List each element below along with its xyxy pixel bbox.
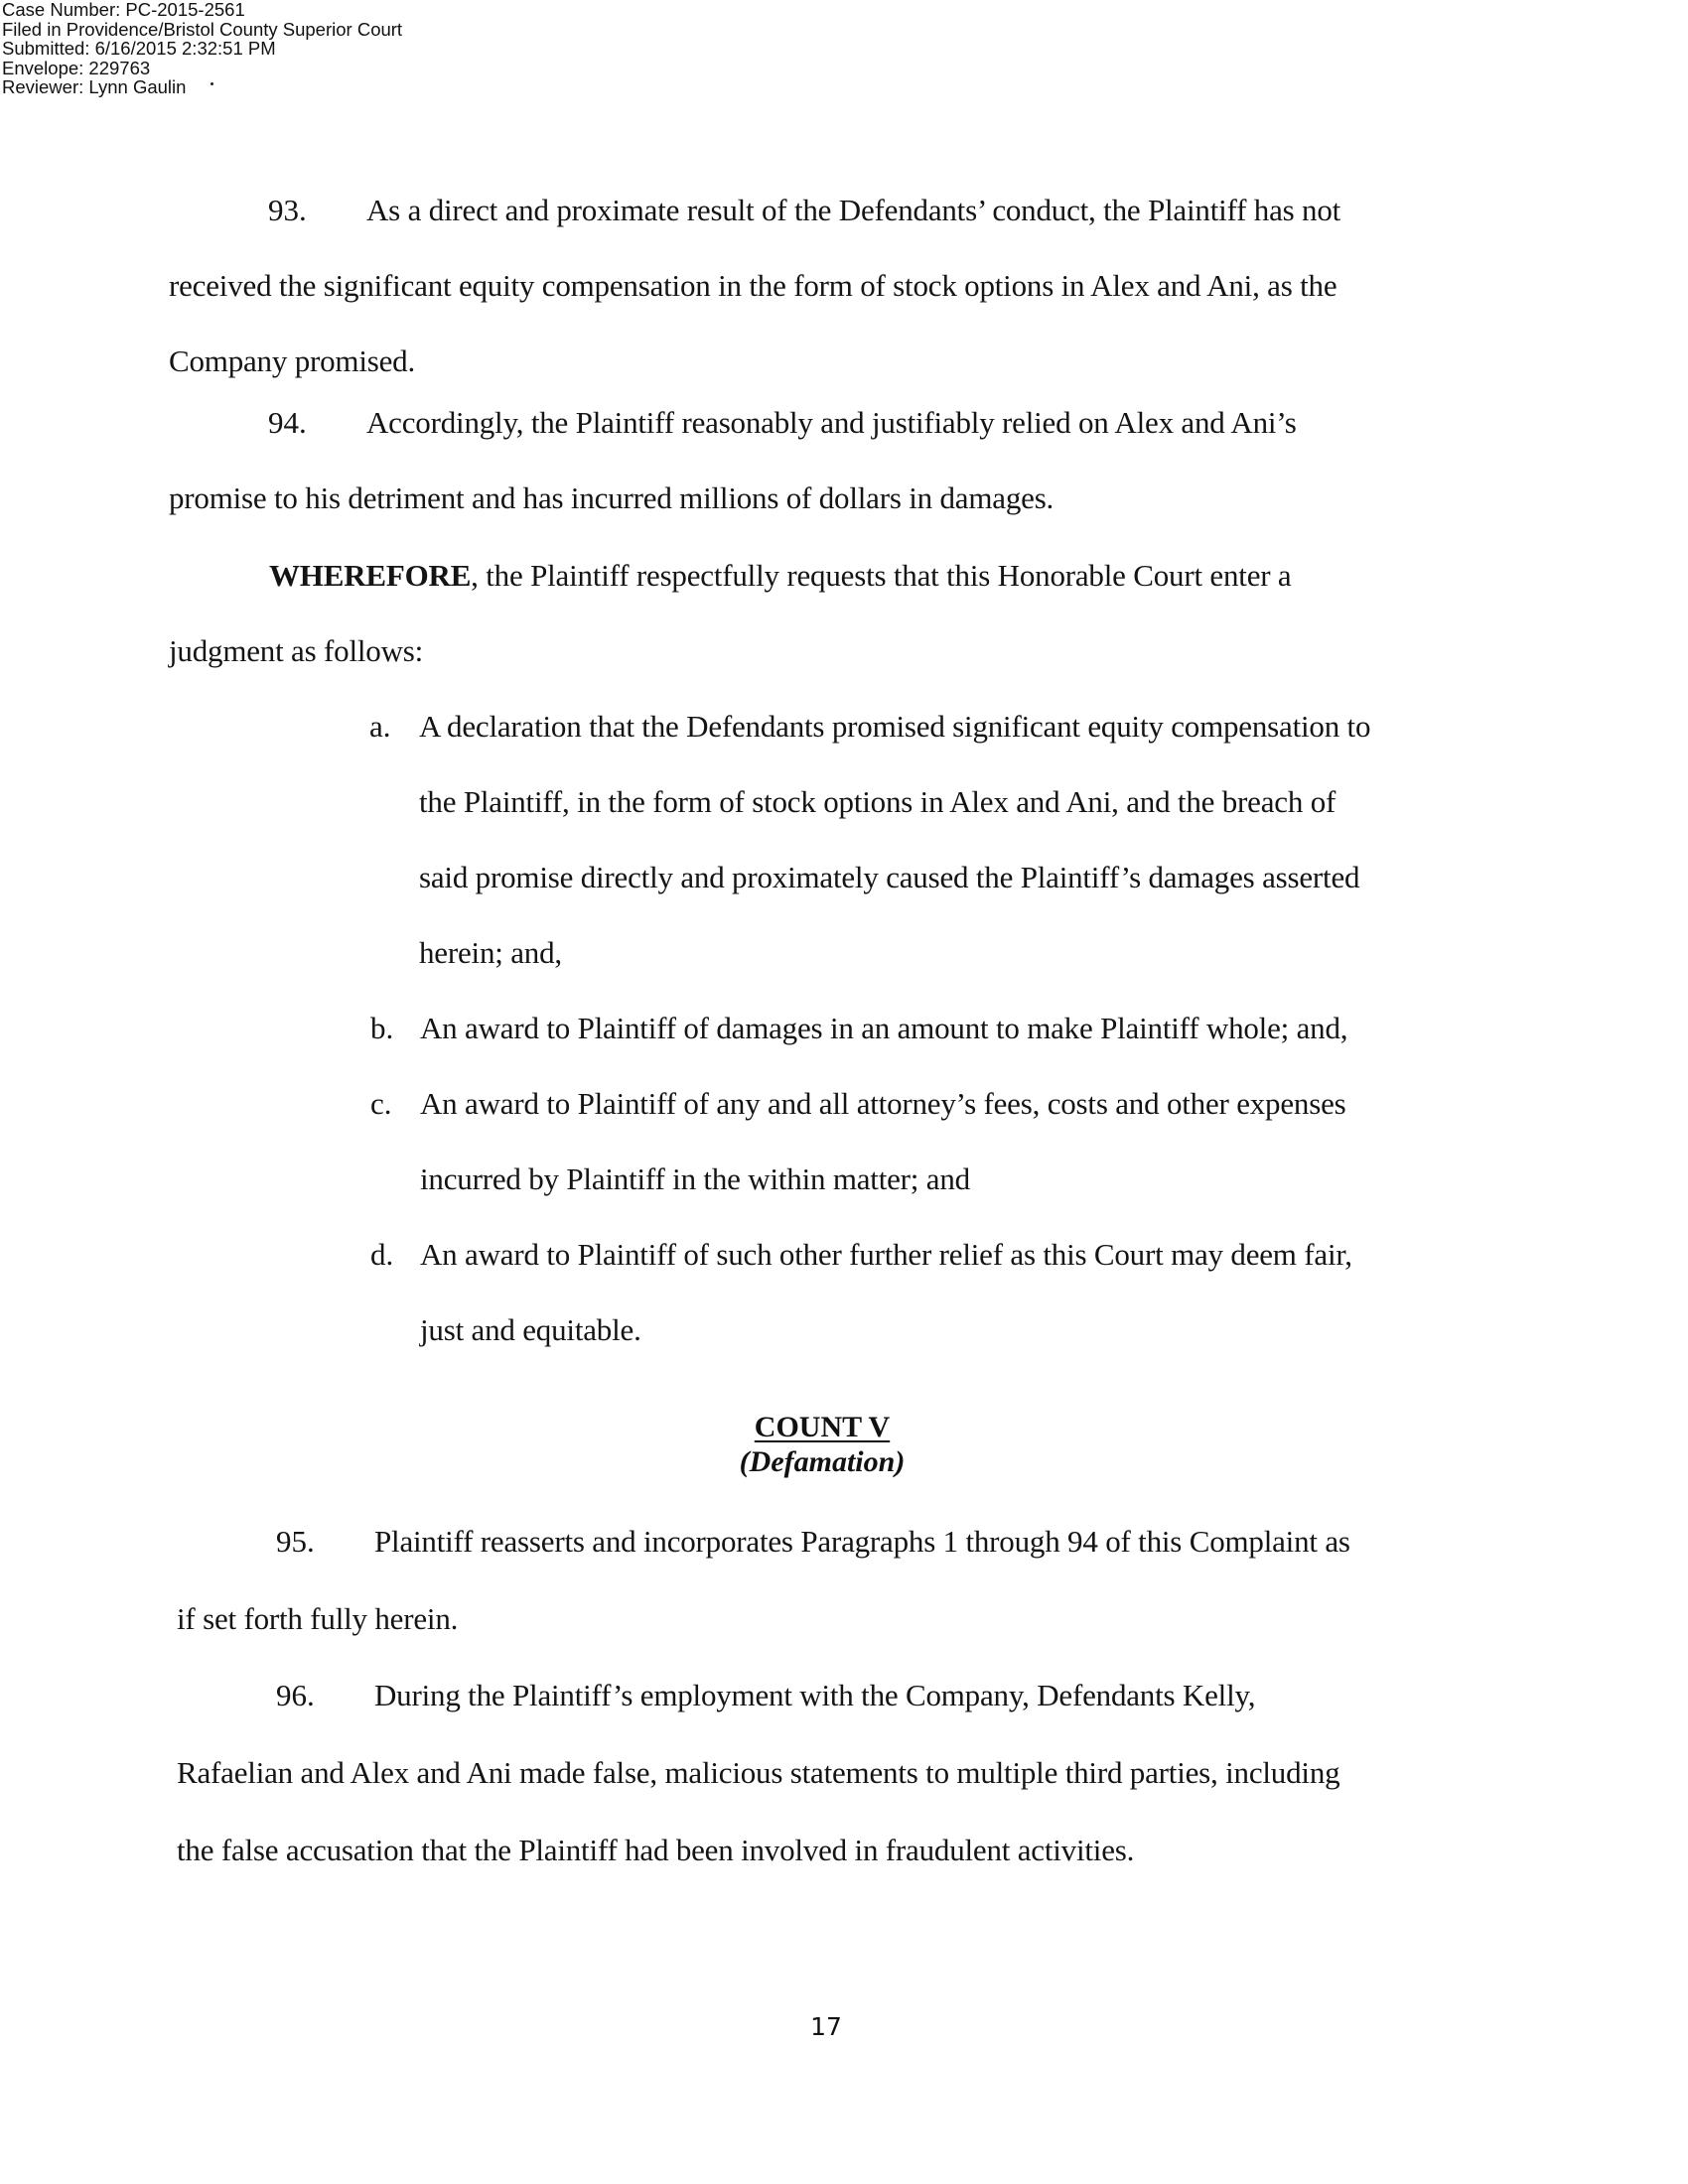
paragraph-line: During the Plaintiff’s employment with the Company, Defendants Kelly, xyxy=(374,1678,1256,1712)
submitted-timestamp: Submitted: 6/16/2015 2:32:51 PM xyxy=(2,38,276,59)
paragraph-line: if set forth fully herein. xyxy=(177,1601,459,1636)
relief-letter: d. xyxy=(370,1237,394,1272)
wherefore-line: judgment as follows: xyxy=(169,633,424,668)
paragraph-line: promise to his detriment and has incurred millions of dollars in damages. xyxy=(169,480,1055,515)
paragraph-line: the false accusation that the Plaintiff had been involved in fraudulent activities. xyxy=(177,1833,1135,1867)
paragraph-line: As a direct and proximate result of the Defendants’ conduct, the Plaintiff has not xyxy=(366,193,1341,227)
filed-in-court: Filed in Providence/Bristol County Superior Court xyxy=(2,18,403,40)
page-number: 17 xyxy=(810,2012,842,2041)
wherefore-lead: WHEREFORE xyxy=(269,558,472,593)
paragraph-number: 93. xyxy=(268,193,307,227)
count-heading xyxy=(0,1410,1644,1445)
envelope-number: Envelope: 229763 xyxy=(2,57,151,78)
relief-line: just and equitable. xyxy=(420,1312,641,1347)
relief-line: the Plaintiff, in the form of stock options in Alex and Ani, and the breach of xyxy=(419,784,1336,819)
count-title: COUNT V xyxy=(754,1411,891,1443)
count-subtitle: (Defamation) xyxy=(739,1445,906,1478)
relief-letter: b. xyxy=(370,1011,394,1045)
paragraph-line: Plaintiff reasserts and incorporates Paragraphs 1 through 94 of this Complaint as xyxy=(374,1524,1350,1559)
relief-line: An award to Plaintiff of any and all attorney’s fees, costs and other expenses xyxy=(420,1086,1346,1121)
reviewer-name: Reviewer: Lynn Gaulin xyxy=(2,76,187,97)
scan-speck xyxy=(211,82,213,85)
relief-line: An award to Plaintiff of such other further relief as this Court may deem fair, xyxy=(420,1237,1352,1272)
paragraph-number: 95. xyxy=(276,1524,315,1559)
paragraph-number: 96. xyxy=(276,1678,315,1712)
relief-line: incurred by Plaintiff in the within matter; and xyxy=(420,1161,970,1196)
paragraph-number: 94. xyxy=(268,405,307,440)
filing-stamp-header xyxy=(2,0,402,97)
paragraph-line: received the significant equity compensation in the form of stock options in Alex and Ani, as the xyxy=(169,268,1337,303)
relief-line: A declaration that the Defendants promised significant equity compensation to xyxy=(419,709,1371,744)
wherefore-line xyxy=(269,558,1291,594)
paragraph-line: Rafaelian and Alex and Ani made false, malicious statements to multiple third parties, including xyxy=(177,1755,1340,1790)
relief-letter: a. xyxy=(369,709,391,744)
relief-line: said promise directly and proximately caused the Plaintiff’s damages asserted xyxy=(419,860,1360,894)
paragraph-line: Company promised. xyxy=(169,343,416,378)
relief-letter: c. xyxy=(370,1086,392,1121)
relief-line: An award to Plaintiff of damages in an amount to make Plaintiff whole; and, xyxy=(420,1011,1348,1045)
case-number: Case Number: PC-2015-2561 xyxy=(2,0,245,20)
relief-line: herein; and, xyxy=(419,935,562,970)
wherefore-text: , the Plaintiff respectfully requests that this Honorable Court enter a xyxy=(471,558,1292,593)
paragraph-line: Accordingly, the Plaintiff reasonably and justifiably relied on Alex and Ani’s xyxy=(366,405,1297,440)
count-subheading xyxy=(0,1444,1644,1480)
